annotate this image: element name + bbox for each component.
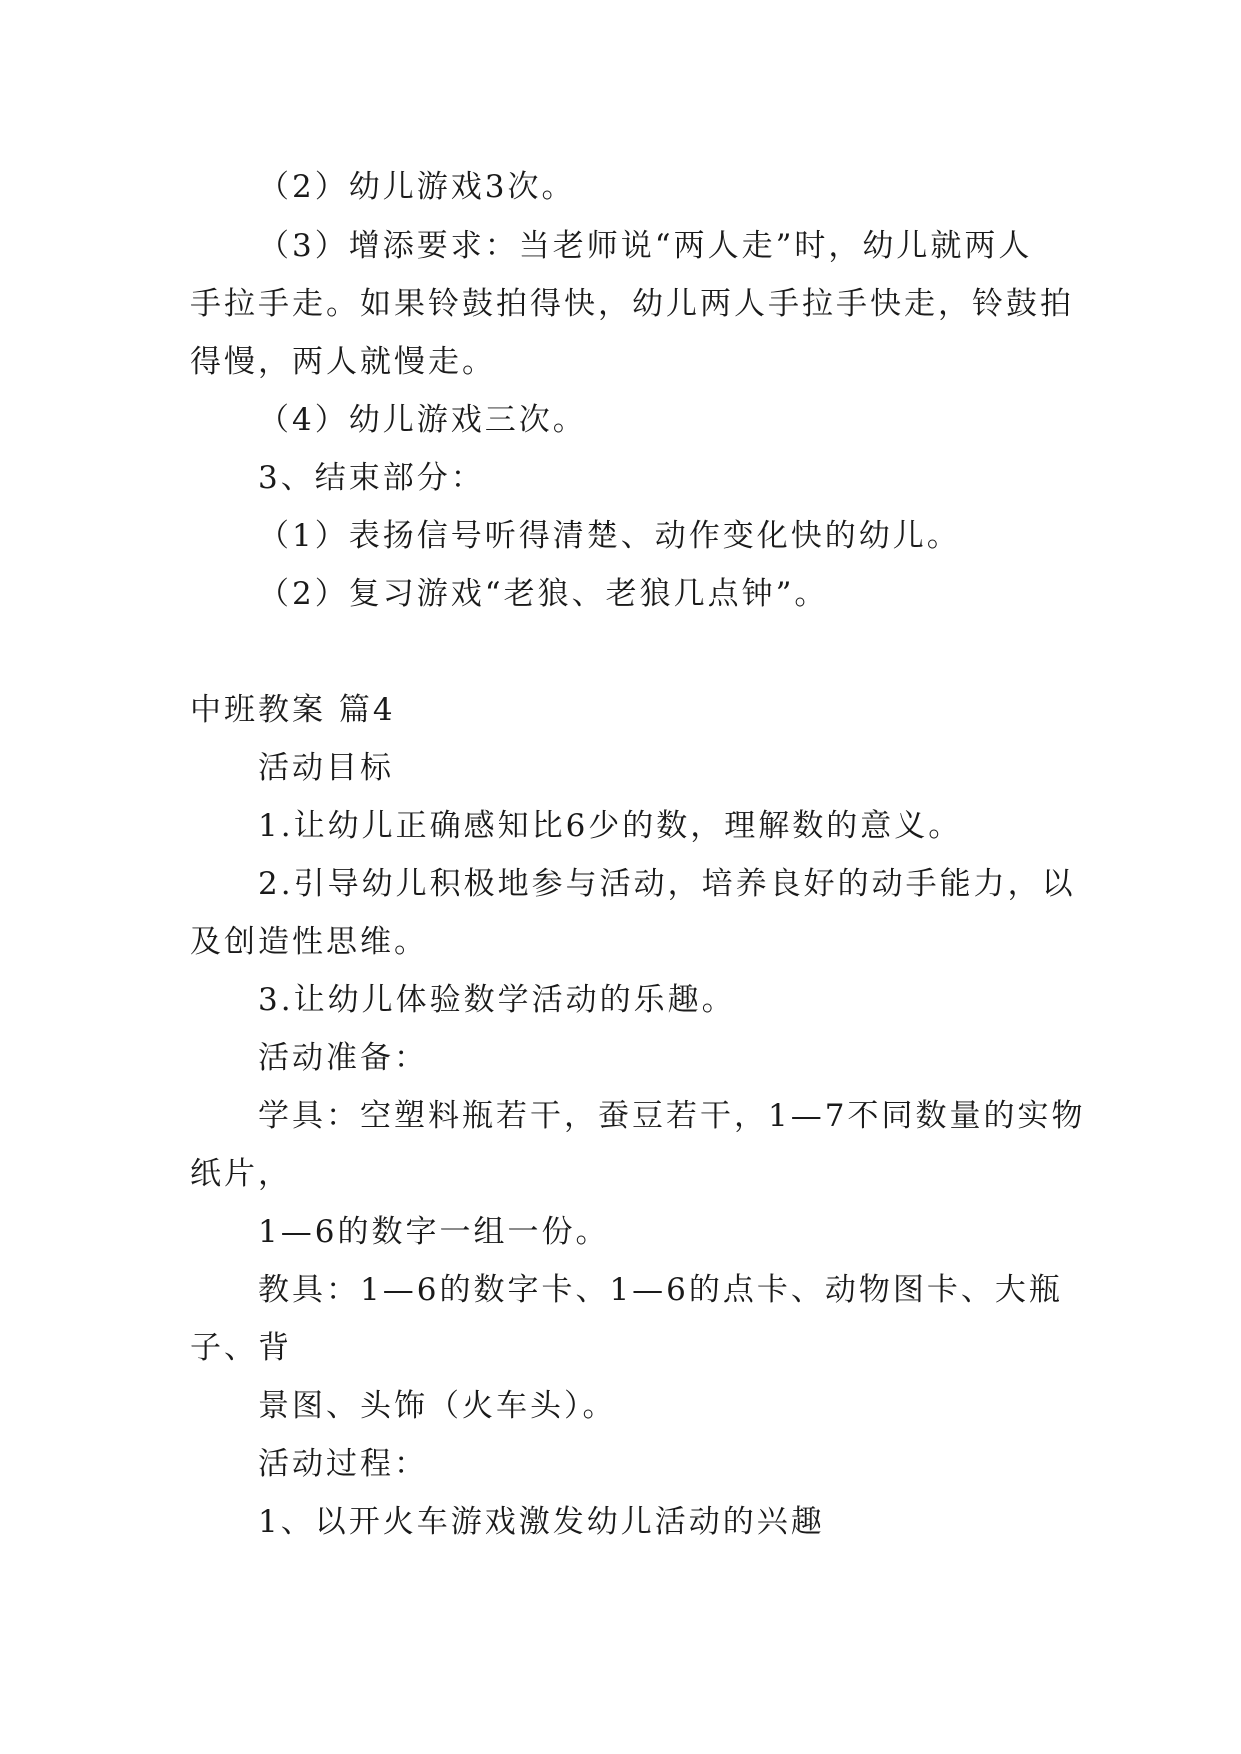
text-line: 手拉手走。如果铃鼓拍得快，幼儿两人手拉手快走，铃鼓拍 (190, 286, 1074, 322)
text-line: 纸片， (190, 1156, 292, 1192)
text-line: （2）幼儿游戏3次。 (258, 169, 576, 205)
text-line: 3.让幼儿体验数学活动的乐趣。 (258, 982, 736, 1018)
text-line: 1.让幼儿正确感知比6少的数，理解数的意义。 (258, 808, 963, 844)
text-line: （2）复习游戏“老狼、老狼几点钟”。 (258, 576, 829, 612)
section-heading: 活动目标 (258, 750, 394, 786)
text-line: （3）增添要求：当老师说“两人走”时，幼儿就两人 (258, 228, 1033, 264)
text-line: 得慢，两人就慢走。 (190, 344, 496, 380)
text-line: 1、以开火车游戏激发幼儿活动的兴趣 (258, 1504, 825, 1540)
section-heading: 3、结束部分： (258, 460, 485, 496)
text-line: （4）幼儿游戏三次。 (258, 402, 587, 438)
text-line: 景图、头饰（火车头）。 (258, 1388, 617, 1424)
lesson-title: 中班教案 篇4 (190, 692, 396, 728)
text-line: 子、背 (190, 1330, 292, 1366)
text-line: （1）表扬信号听得清楚、动作变化快的幼儿。 (258, 518, 961, 554)
text-line: 2.引导幼儿积极地参与活动，培养良好的动手能力，以 (258, 866, 1076, 902)
text-line: 教具：1—6的数字卡、1—6的点卡、动物图卡、大瓶 (258, 1272, 1063, 1308)
text-line: 及创造性思维。 (190, 924, 428, 960)
section-heading: 活动过程： (258, 1446, 428, 1482)
section-heading: 活动准备： (258, 1040, 428, 1076)
text-line: 1—6的数字一组一份。 (258, 1214, 610, 1250)
text-line: 学具：空塑料瓶若干，蚕豆若干，1—7不同数量的实物 (258, 1098, 1086, 1134)
